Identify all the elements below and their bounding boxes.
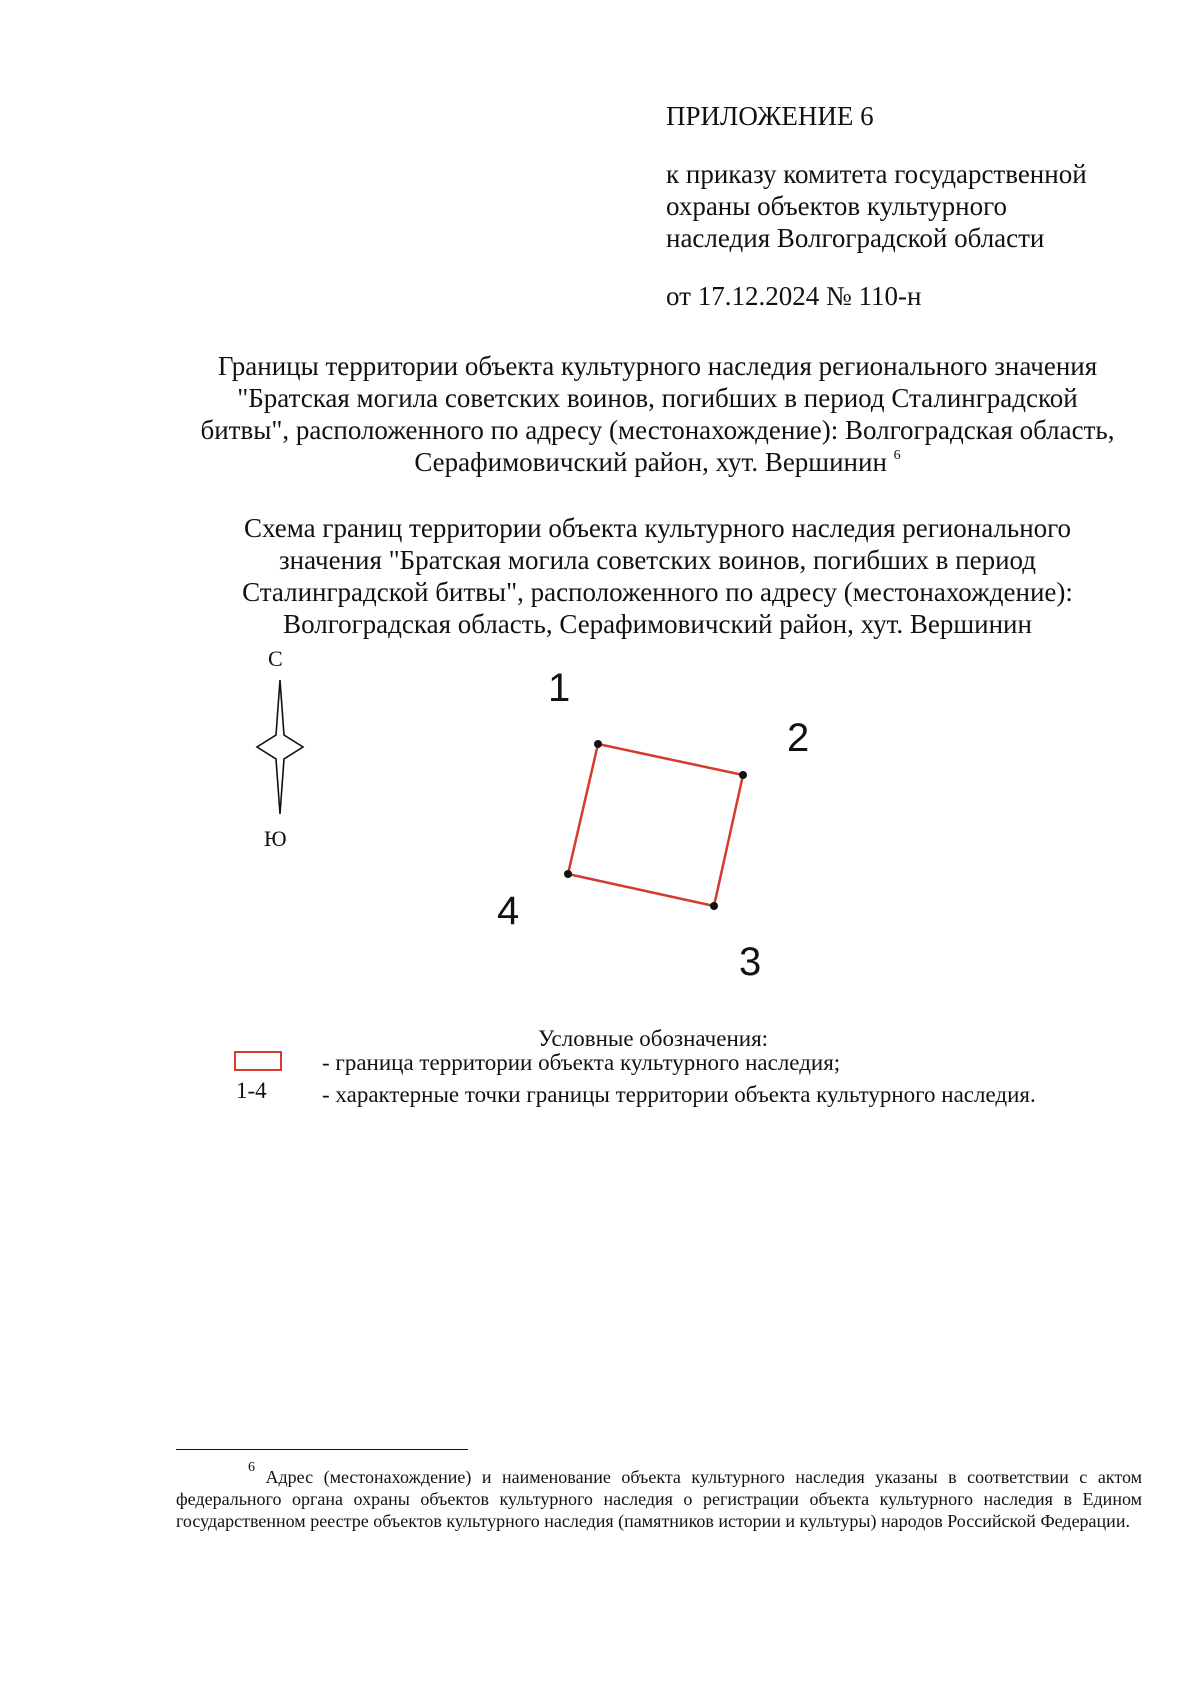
compass-north-label: С bbox=[268, 646, 283, 671]
boundary-point-2 bbox=[739, 771, 747, 779]
footnote-mark: 6 bbox=[248, 1460, 255, 1475]
title-line: битвы", расположенного по адресу (местонахождение): Волгоградская область, bbox=[200, 415, 1115, 445]
title-line: "Братская могила советских воинов, погибших в период Сталинградской bbox=[237, 383, 1078, 413]
appendix-ref-line: к приказу комитета государственной bbox=[666, 159, 1087, 189]
boundary-point-3 bbox=[710, 902, 718, 910]
point-label-1: 1 bbox=[548, 666, 571, 710]
scheme-title-line: Сталинградской битвы", расположенного по адресу (местонахождение): bbox=[242, 577, 1073, 607]
boundary-polygon bbox=[568, 744, 743, 906]
point-label-4: 4 bbox=[497, 889, 520, 933]
footnote-divider bbox=[176, 1449, 468, 1450]
appendix-ref-line: наследия Волгоградской области bbox=[666, 223, 1045, 253]
footnote bbox=[176, 1460, 1142, 1532]
scheme-title-line: значения "Братская могила советских воинов, погибших в период bbox=[279, 545, 1036, 575]
scheme-title-line: Схема границ территории объекта культурного наследия регионального bbox=[243, 513, 1072, 543]
footnote-text: Адрес (местонахождение) и наименование объекта культурного наследия указаны в соответствии с актом федерального органа охраны объектов культурного наследия о регистрации объекта культурного наследия в Едином государственном реестре объектов культурного наследия (памятников истории и культуры) народов Российской Федерации. bbox=[176, 1467, 1142, 1531]
boundary-point-4 bbox=[564, 870, 572, 878]
scheme-title-line: Волгоградская область, Серафимовичский район, хут. Вершинин bbox=[283, 609, 1032, 639]
point-label-2: 2 bbox=[787, 716, 810, 760]
legend-boundary-swatch bbox=[234, 1051, 282, 1071]
compass-rose-icon bbox=[257, 680, 303, 814]
appendix-title: ПРИЛОЖЕНИЕ 6 bbox=[666, 101, 874, 131]
boundary-point-1 bbox=[594, 740, 602, 748]
legend-boundary-text: - граница территории объекта культурного наследия; bbox=[322, 1050, 841, 1075]
point-label-3: 3 bbox=[739, 940, 762, 984]
order-date: от 17.12.2024 № 110-н bbox=[666, 281, 922, 311]
title-line-text: Серафимовичский район, хут. Вершинин bbox=[414, 447, 887, 477]
compass-south-label: Ю bbox=[264, 826, 287, 851]
legend-title: Условные обозначения: bbox=[538, 1026, 769, 1051]
footnote-reference[interactable]: 6 bbox=[893, 448, 901, 463]
legend-points-label: 1-4 bbox=[236, 1078, 267, 1103]
footnote-paragraph bbox=[176, 1460, 1142, 1532]
appendix-ref-line: охраны объектов культурного bbox=[666, 191, 1007, 221]
legend-points-text: - характерные точки границы территории объекта культурного наследия. bbox=[322, 1082, 1036, 1107]
title-line: Границы территории объекта культурного наследия регионального значения bbox=[217, 351, 1098, 381]
